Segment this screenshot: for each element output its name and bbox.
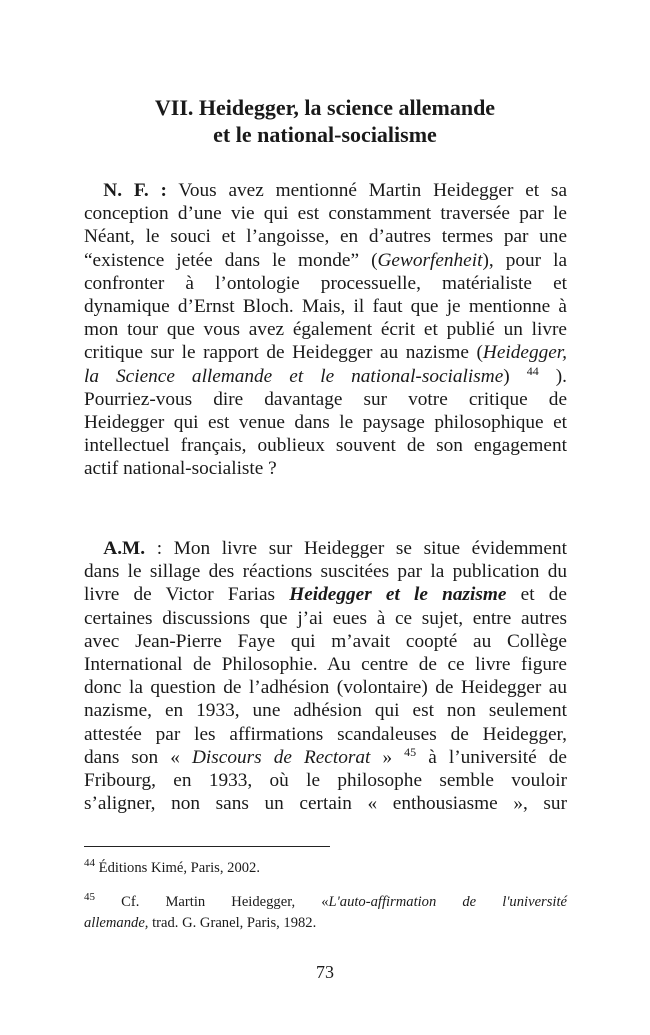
text-line: actif national-socialiste ?	[84, 458, 277, 480]
book-title-italic: Heidegger,	[482, 342, 567, 364]
text-line: “existence jetée dans le monde” (Geworfenheit), pour la	[84, 249, 568, 271]
footnote-44	[84, 858, 567, 879]
text-line: avec Jean-Pierre Faye qui m’avait coopté au Collège	[84, 630, 567, 652]
text-line: conception d’une vie qui est constamment traversée par le	[84, 203, 567, 225]
footnote-ref-44[interactable]: 44	[526, 363, 539, 378]
footnote-line: $^{45}$ Cf. Martin Heidegger, «L'auto-affirmation de l'université	[84, 891, 567, 910]
book-title-bold-italic: Heidegger et le nazisme	[289, 584, 507, 606]
text-line: livre de Victor Farias Heidegger et le nazisme et de	[84, 584, 567, 606]
chapter-title	[60, 94, 590, 148]
text-line: intellectuel français, oublieux souvent de son engagement	[84, 435, 567, 457]
text-line: Néant, le souci et l’angoisse, en d’autres termes par une	[84, 226, 567, 248]
text-line: nazisme, en 1933, une adhésion qui est non seulement	[84, 700, 567, 722]
text-line: N. F. : Vous avez mentionné Martin Heidegger et sa	[103, 180, 567, 201]
footnote-title-italic: allemande,	[84, 915, 149, 931]
text-line: Heidegger qui est venue dans le paysage philosophique et	[84, 411, 567, 433]
text-line: attestée par les affirmations scandaleuses de Heidegger,	[84, 723, 567, 745]
speaker-label: A.M.	[103, 538, 146, 559]
book-title-italic: la Science allemande et le national-socialisme	[84, 365, 504, 387]
text-line: dans son « Discours de Rectorat » $^{45}$ à l’université de	[84, 744, 567, 768]
text-line: mon tour que vous avez également écrit et publié un livre	[84, 319, 567, 341]
page-number: 73	[316, 962, 334, 982]
text-line: A.M. : Mon livre sur Heidegger se situe évidemment	[103, 538, 567, 559]
question-paragraph	[84, 179, 567, 480]
footnote-ref-45[interactable]: 45	[404, 744, 417, 759]
text-line: confronter à l’ontologie processuelle, matérialiste et	[84, 272, 567, 294]
footnote-number: 44	[84, 857, 95, 869]
chapter-title-line-1: VII. Heidegger, la science allemande	[154, 95, 496, 120]
footnote-line: $^{44}$ Éditions Kimé, Paris, 2002.	[84, 857, 260, 876]
text-line: dynamique d’Ernst Bloch. Mais, il faut que je mentionne à	[84, 295, 567, 317]
answer-paragraph	[84, 537, 567, 815]
text-line: s’aligner, non sans un certain « enthousiasme », sur	[84, 793, 567, 815]
footnote-45	[84, 892, 567, 934]
text-line: Fribourg, en 1933, où le philosophe semble vouloir	[84, 769, 567, 791]
text-line: International de Philosophie. Au centre de ce livre figure	[84, 653, 567, 675]
text-line: Pourriez-vous dire davantage sur votre critique de	[84, 388, 567, 410]
speech-title-italic: Discours de Rectorat	[192, 746, 371, 768]
text-line: la Science allemande et le national-socialisme) $^{44}$ ).	[84, 363, 567, 387]
italic-term: Geworfenheit	[377, 249, 483, 271]
footnote-separator	[84, 846, 330, 847]
chapter-title-line-2: et le national-socialisme	[213, 122, 437, 147]
footnote-line: allemande, trad. G. Granel, Paris, 1982.	[84, 915, 317, 931]
text-line: dans le sillage des réactions suscitées par la publication du	[84, 561, 567, 583]
footnote-title-italic: L'auto-affirmation de l'université	[328, 894, 567, 910]
speaker-label: N. F. :	[103, 180, 167, 201]
text-line: critique sur le rapport de Heidegger au nazisme (Heidegger,	[84, 342, 567, 364]
text-line: certaines discussions que j’ai eues à ce sujet, entre autres	[84, 607, 567, 629]
footnote-number: 45	[84, 891, 95, 903]
text-line: donc la question de l’adhésion (volontaire) de Heidegger au	[84, 677, 567, 699]
